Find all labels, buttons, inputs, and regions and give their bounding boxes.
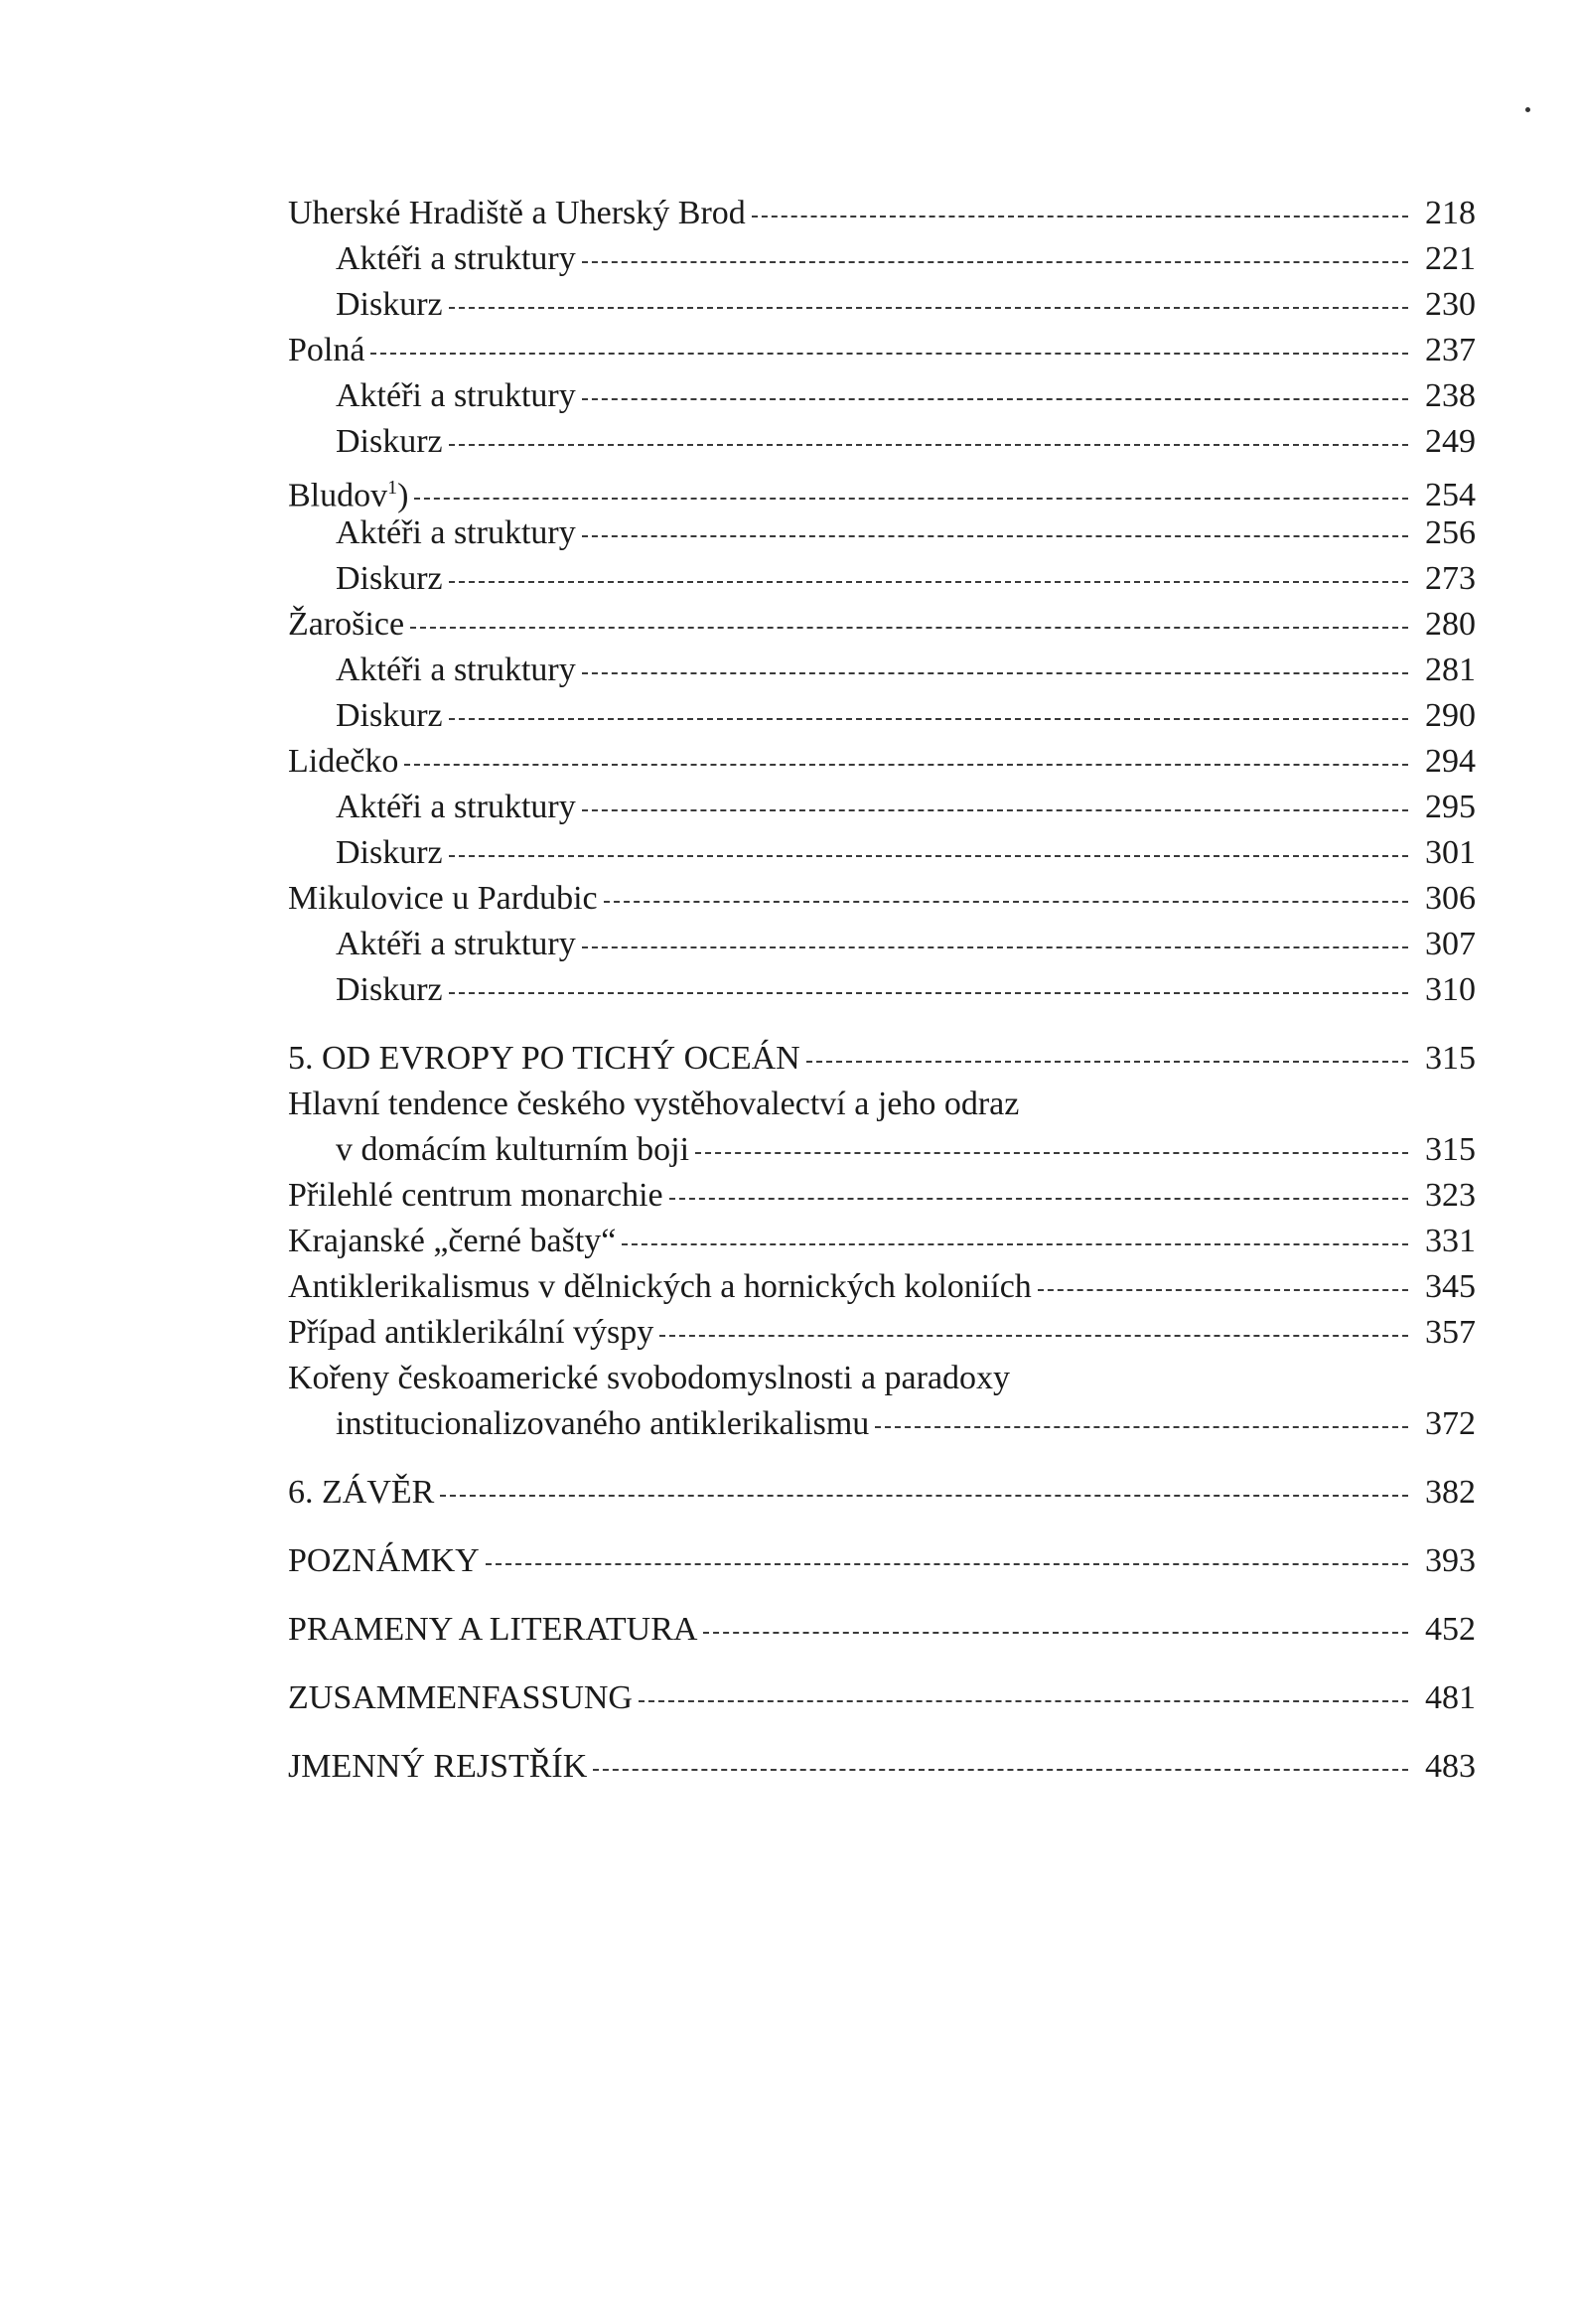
- toc-page-number: 249: [1425, 423, 1476, 460]
- toc-entry-title: [288, 602, 404, 648]
- toc-page-number: 230: [1425, 286, 1476, 323]
- toc-entry-title-text: Diskurz: [336, 423, 443, 460]
- toc-entry-title-text: Diskurz: [336, 286, 443, 323]
- toc-entry-title: Kořeny českoamerické svobodomyslnosti a paradoxy: [288, 1360, 1011, 1396]
- dot-leader: [622, 1243, 1408, 1245]
- toc-page-number: 301: [1425, 834, 1476, 871]
- dot-leader: [752, 216, 1408, 218]
- toc-entry-title-text: Diskurz: [336, 697, 443, 734]
- toc-entry: [288, 785, 1476, 830]
- toc-entry: [288, 419, 1476, 465]
- toc-entry: [288, 1082, 1476, 1173]
- toc-entry-title-text: Polná: [288, 332, 365, 368]
- toc-page-number: 238: [1425, 377, 1476, 414]
- toc-entry: [288, 1310, 1476, 1356]
- dot-leader: [659, 1335, 1408, 1337]
- toc-page-number: 256: [1425, 514, 1476, 551]
- toc-page-number: 237: [1425, 332, 1476, 368]
- toc-page-number: 345: [1425, 1268, 1476, 1305]
- dot-leader: [582, 261, 1408, 263]
- toc-entry: [288, 1173, 1476, 1219]
- toc-entry-title-continued: institucionalizovaného antiklerikalismu: [336, 1405, 870, 1442]
- toc-entry-title-text: Diskurz: [336, 971, 443, 1008]
- toc-entry-title: [336, 510, 576, 556]
- toc-entry-title: [336, 282, 443, 328]
- toc-entry-title-text: JMENNÝ REJSTŘÍK: [288, 1748, 588, 1785]
- toc-entry-title-text: Případ antiklerikální výspy: [288, 1314, 654, 1351]
- toc-entry-title: [288, 1607, 697, 1653]
- toc-entry: [288, 602, 1476, 648]
- toc-entry: [288, 328, 1476, 373]
- toc-entry: [288, 1470, 1476, 1516]
- toc-page-number: 481: [1425, 1679, 1476, 1716]
- toc-entry-title: [336, 967, 443, 1013]
- toc-entry-title: [336, 373, 576, 419]
- toc-entry-title-text: Mikulovice u Pardubic: [288, 880, 598, 917]
- toc-entry: [288, 282, 1476, 328]
- toc-page-number: 452: [1425, 1611, 1476, 1648]
- dot-leader: [370, 353, 1408, 355]
- toc-entry-title-text: Aktéři a struktury: [336, 514, 576, 551]
- toc-entry-title: [336, 693, 443, 739]
- toc-entry: [288, 1538, 1476, 1584]
- toc-page-number: 254: [1425, 477, 1476, 514]
- toc-entry-title: [288, 328, 364, 373]
- scan-speck: [1525, 107, 1530, 112]
- toc-entry: [288, 1356, 1476, 1447]
- toc-entry-title-text: ZUSAMMENFASSUNG: [288, 1679, 633, 1716]
- dot-leader: [582, 809, 1408, 811]
- toc-page-number: 372: [1425, 1405, 1476, 1442]
- dot-leader: [582, 398, 1408, 400]
- dot-leader: [440, 1495, 1408, 1497]
- toc-entry-title: [336, 556, 443, 602]
- toc-entry: [288, 1607, 1476, 1653]
- dot-leader: [669, 1198, 1408, 1200]
- toc-entry-title-text: POZNÁMKY: [288, 1542, 480, 1579]
- toc-entry-title-text: PRAMENY A LITERATURA: [288, 1611, 698, 1648]
- toc-entry-title: [336, 785, 576, 830]
- toc-entry: [288, 739, 1476, 785]
- toc-entry-title: [336, 922, 576, 967]
- dot-leader: [414, 498, 1408, 500]
- toc-entry-title-text: Bludov: [288, 477, 388, 514]
- dot-leader: [875, 1426, 1408, 1428]
- dot-leader: [1038, 1289, 1408, 1291]
- toc-entry-title: [288, 1470, 434, 1516]
- dot-leader: [582, 946, 1408, 948]
- toc-page-number: 295: [1425, 789, 1476, 825]
- dot-leader: [604, 901, 1408, 903]
- toc-entry: [288, 1744, 1476, 1790]
- toc-entry-title-text: Aktéři a struktury: [336, 926, 576, 962]
- table-of-contents: [288, 191, 1476, 1790]
- dot-leader: [449, 992, 1408, 994]
- toc-entry-title-text: Diskurz: [336, 834, 443, 871]
- dot-leader: [449, 718, 1408, 720]
- toc-entry-title: [288, 1744, 587, 1790]
- toc-entry-title-text: Antiklerikalismus v dělnických a hornických koloniích: [288, 1268, 1032, 1305]
- toc-entry-title-text: Žarošice: [288, 606, 405, 643]
- toc-entry-title: [336, 419, 443, 465]
- toc-entry-title: Hlavní tendence českého vystěhovalectví a jeho odraz: [288, 1086, 1020, 1122]
- toc-entry-title-text: 5. OD EVROPY PO TICHÝ OCEÁN: [288, 1040, 800, 1077]
- toc-entry: [288, 465, 1476, 514]
- toc-entry-title: [288, 1538, 480, 1584]
- toc-entry-title: [288, 1675, 633, 1721]
- toc-entry: [288, 556, 1476, 602]
- toc-entry-title: [288, 1219, 616, 1264]
- toc-entry-title: [288, 876, 598, 922]
- toc-entry-continuation: [288, 1401, 1476, 1447]
- toc-entry: [288, 1036, 1476, 1082]
- dot-leader: [593, 1769, 1408, 1771]
- toc-page-number: 393: [1425, 1542, 1476, 1579]
- dot-leader: [703, 1632, 1408, 1634]
- dot-leader: [404, 764, 1408, 766]
- dot-leader: [449, 581, 1408, 583]
- toc-entry: [288, 648, 1476, 693]
- toc-entry: [288, 1675, 1476, 1721]
- toc-entry-title: [336, 648, 576, 693]
- toc-entry-title: [336, 236, 576, 282]
- toc-entry-title: [336, 830, 443, 876]
- toc-entry: [288, 967, 1476, 1013]
- footnote-marker: 1: [387, 477, 398, 499]
- dot-leader: [582, 535, 1408, 537]
- toc-entry-title-continued: v domácím kulturním boji: [336, 1131, 690, 1168]
- toc-page-number: 483: [1425, 1748, 1476, 1785]
- toc-page-number: 310: [1425, 971, 1476, 1008]
- toc-entry: [288, 236, 1476, 282]
- toc-page-number: 273: [1425, 560, 1476, 597]
- toc-entry-title: [288, 1264, 1032, 1310]
- toc-entry-title-text: Aktéři a struktury: [336, 377, 576, 414]
- toc-page-number: 331: [1425, 1223, 1476, 1259]
- toc-page-number: 280: [1425, 606, 1476, 643]
- toc-entry: [288, 830, 1476, 876]
- toc-entry: [288, 876, 1476, 922]
- toc-entry: [288, 693, 1476, 739]
- toc-entry-title-text: Aktéři a struktury: [336, 240, 576, 277]
- toc-page-number: 306: [1425, 880, 1476, 917]
- toc-page-number: 221: [1425, 240, 1476, 277]
- toc-entry: [288, 373, 1476, 419]
- toc-entry-title-text: Krajanské „černé bašty“: [288, 1223, 617, 1259]
- toc-page-number: 290: [1425, 697, 1476, 734]
- toc-entry: [288, 1219, 1476, 1264]
- toc-entry-title: [288, 1310, 653, 1356]
- dot-leader: [639, 1700, 1408, 1702]
- dot-leader: [410, 627, 1408, 629]
- dot-leader: [449, 855, 1408, 857]
- dot-leader: [486, 1563, 1408, 1565]
- dot-leader: [806, 1061, 1408, 1063]
- toc-entry-title-text: 6. ZÁVĚR: [288, 1474, 435, 1511]
- toc-entry: [288, 510, 1476, 556]
- toc-page-number: 315: [1425, 1040, 1476, 1077]
- toc-entry-title-suffix: ): [397, 477, 409, 514]
- toc-entry: [288, 922, 1476, 967]
- toc-entry-title-text: Aktéři a struktury: [336, 789, 576, 825]
- toc-entry-title-text: Přilehlé centrum monarchie: [288, 1177, 663, 1214]
- toc-entry-title: [288, 739, 398, 785]
- toc-entry-title-text: Uherské Hradiště a Uherský Brod: [288, 195, 746, 231]
- toc-page-number: 281: [1425, 652, 1476, 688]
- toc-page-number: 315: [1425, 1131, 1476, 1168]
- dot-leader: [449, 307, 1408, 309]
- toc-entry-title: [288, 1173, 663, 1219]
- toc-entry-continuation: [288, 1127, 1476, 1173]
- toc-page-number: 323: [1425, 1177, 1476, 1214]
- dot-leader: [449, 444, 1408, 446]
- toc-entry-title-text: Diskurz: [336, 560, 443, 597]
- toc-entry: [288, 191, 1476, 236]
- toc-entry: [288, 1264, 1476, 1310]
- toc-entry-title: [288, 191, 746, 236]
- toc-entry-title-text: Aktéři a struktury: [336, 652, 576, 688]
- dot-leader: [695, 1152, 1408, 1154]
- toc-page-number: 357: [1425, 1314, 1476, 1351]
- toc-page-number: 294: [1425, 743, 1476, 780]
- toc-entry-title: [288, 1036, 800, 1082]
- toc-entry-title-text: Lidečko: [288, 743, 399, 780]
- toc-page-number: 307: [1425, 926, 1476, 962]
- toc-page-number: 218: [1425, 195, 1476, 231]
- toc-page-number: 382: [1425, 1474, 1476, 1511]
- dot-leader: [582, 672, 1408, 674]
